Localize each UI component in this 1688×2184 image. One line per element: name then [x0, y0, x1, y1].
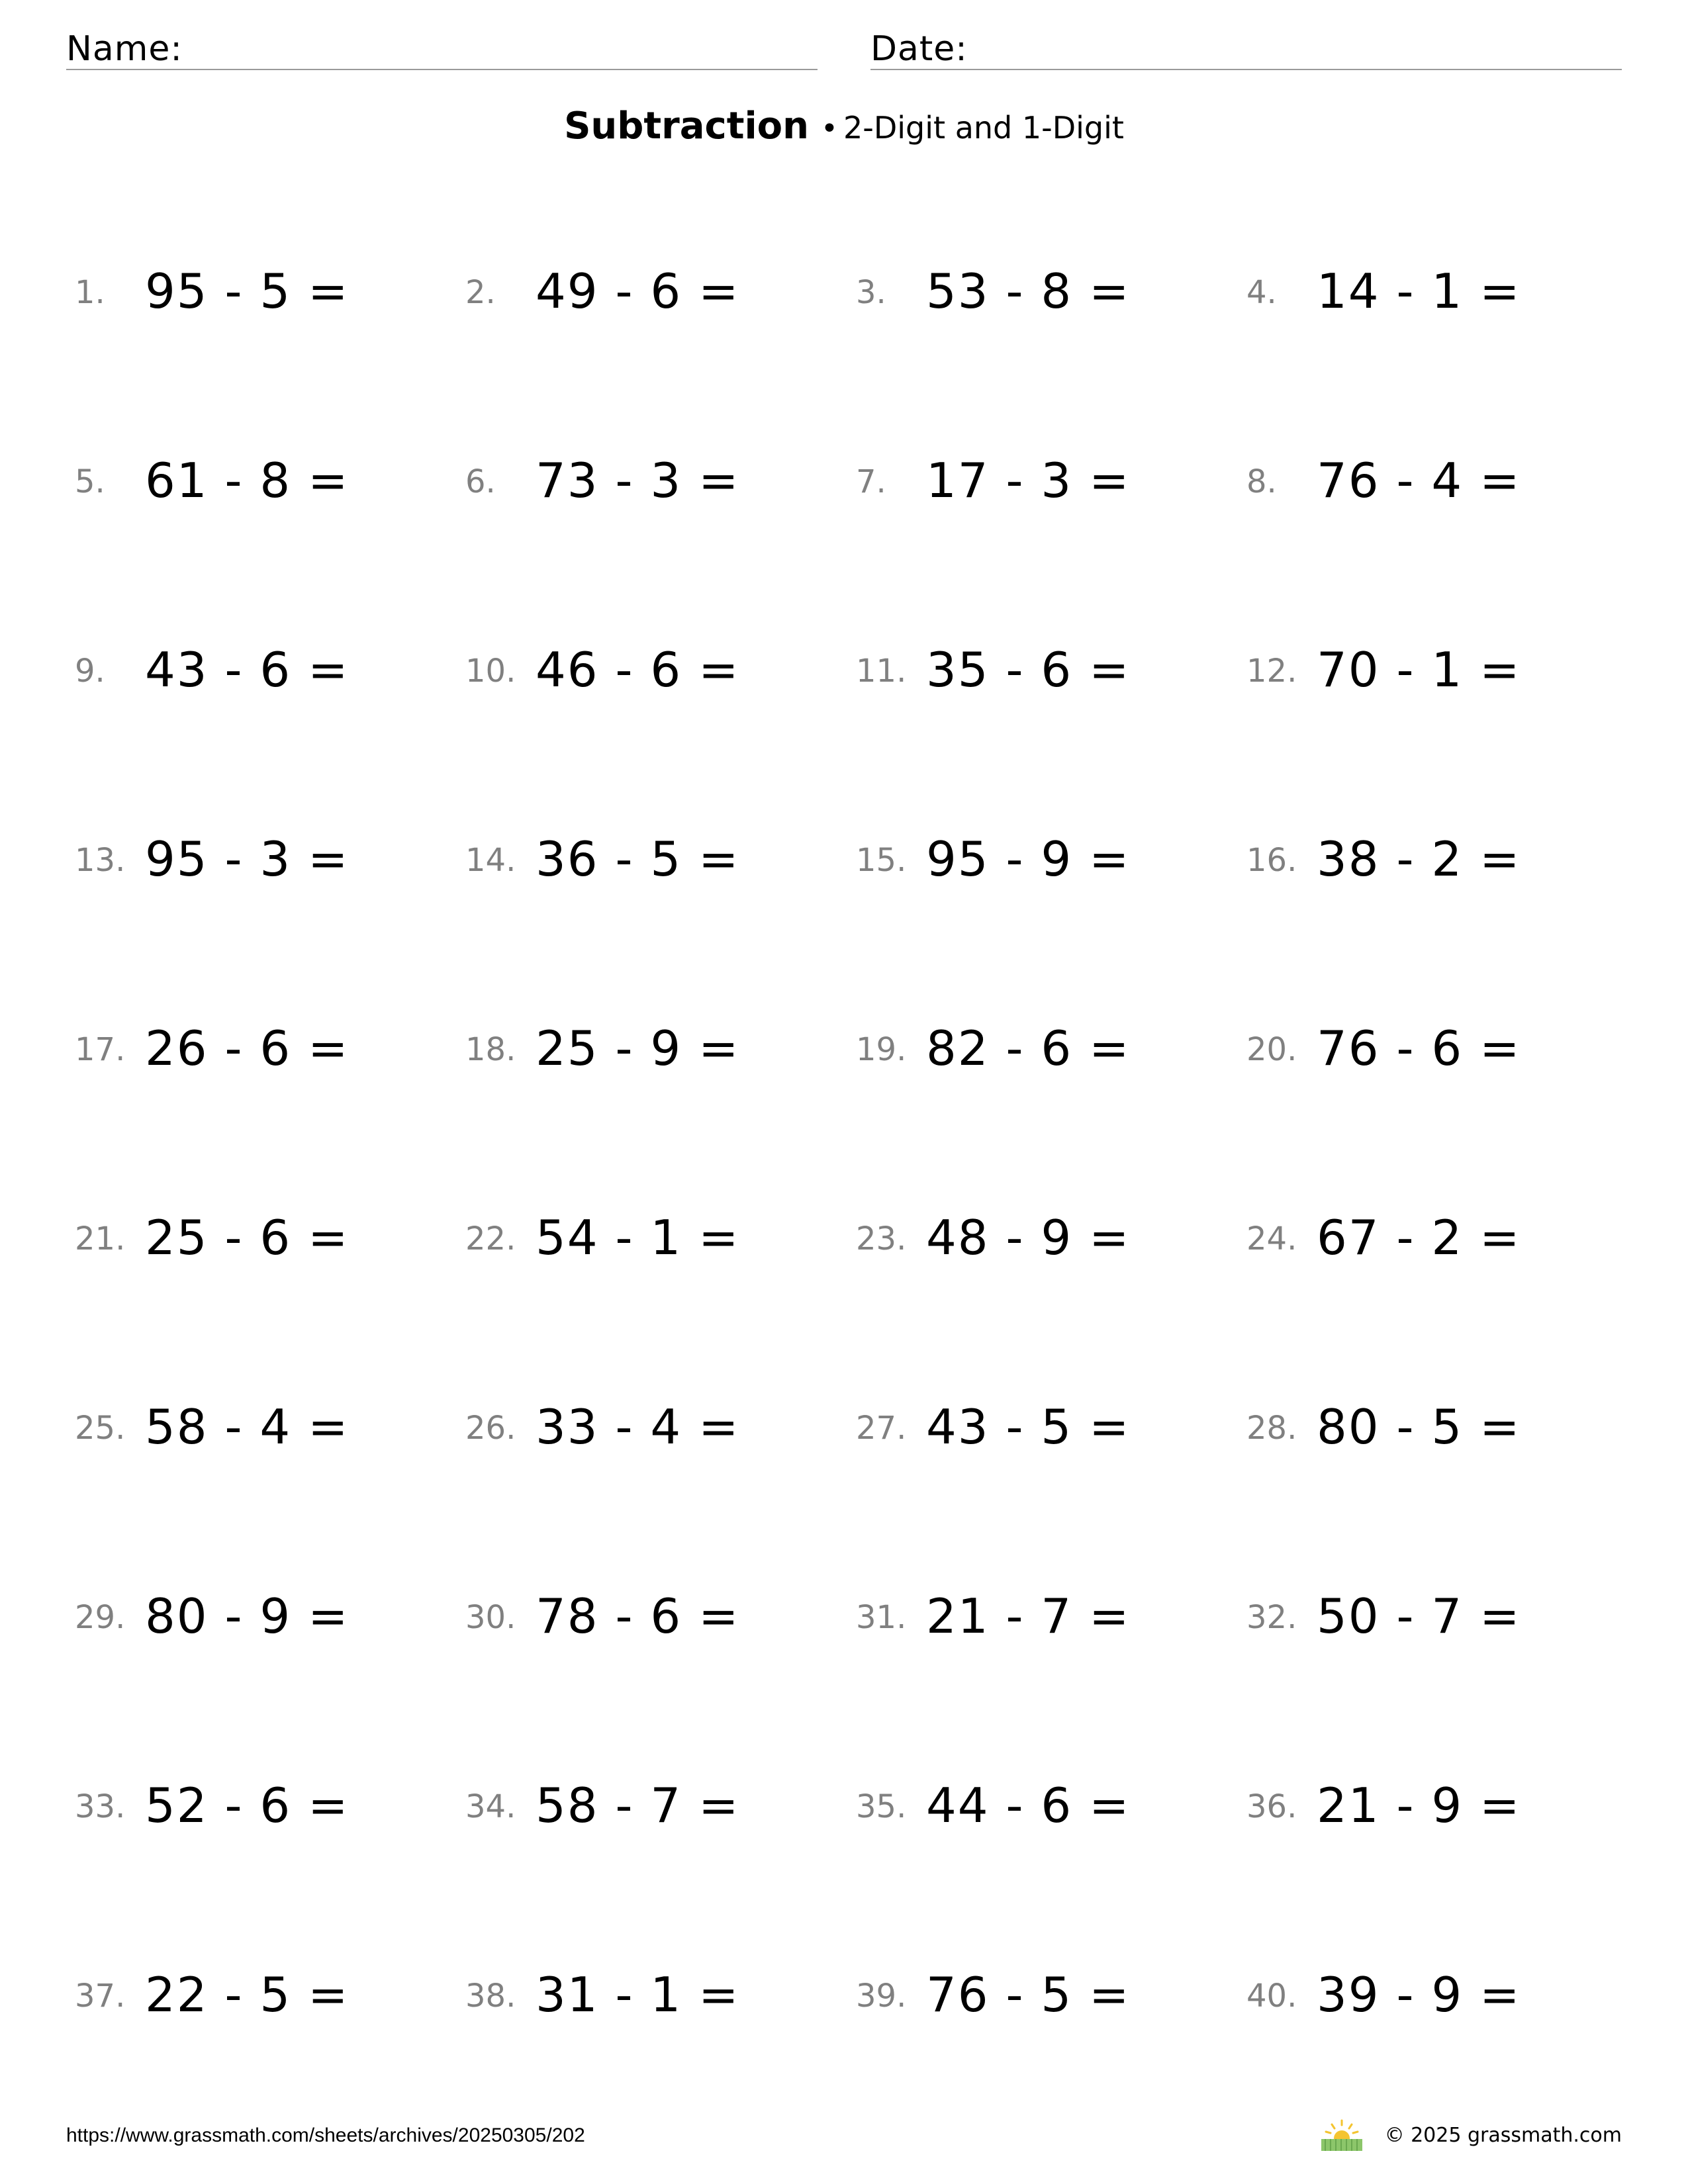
title-subtitle: 2-Digit and 1-Digit [843, 110, 1124, 146]
problem-item [856, 1767, 1246, 1956]
problem-expression: 95 - 3 = [145, 831, 350, 887]
problem-expression: 61 - 8 = [145, 453, 350, 508]
problem-item [1246, 1199, 1637, 1388]
problem-item [1246, 631, 1637, 821]
problem-item [1246, 442, 1637, 631]
problem-item [856, 1010, 1246, 1199]
problem-item [856, 1578, 1246, 1767]
problem-number: 19. [856, 1031, 907, 1068]
problem-expression: 49 - 6 = [536, 263, 740, 319]
problem-item [465, 1767, 856, 1956]
name-field [66, 24, 818, 70]
problem-item [465, 1578, 856, 1767]
problem-number: 17. [75, 1031, 126, 1068]
problem-item [465, 1010, 856, 1199]
grassmath-sun-logo-icon [1319, 2118, 1365, 2152]
problem-item [75, 1767, 465, 1956]
problem-number: 39. [856, 1978, 907, 2015]
problem-number: 32. [1246, 1599, 1297, 1636]
problem-expression: 80 - 9 = [145, 1588, 350, 1644]
problem-number: 38. [465, 1978, 516, 2015]
problem-item [856, 631, 1246, 821]
problem-number: 16. [1246, 842, 1297, 879]
problem-item [465, 1956, 856, 2146]
problem-item [75, 631, 465, 821]
problem-expression: 43 - 5 = [926, 1399, 1131, 1455]
problem-number: 34. [465, 1788, 516, 1825]
problem-item [465, 631, 856, 821]
problem-expression: 46 - 6 = [536, 642, 740, 698]
problem-expression: 73 - 3 = [536, 453, 740, 508]
problem-number: 1. [75, 274, 105, 311]
problem-item [75, 1010, 465, 1199]
problem-item [465, 821, 856, 1010]
problem-expression: 82 - 6 = [926, 1021, 1131, 1076]
problem-expression: 39 - 9 = [1317, 1967, 1521, 2023]
problem-expression: 95 - 5 = [145, 263, 350, 319]
problem-number: 13. [75, 842, 126, 879]
problem-item [1246, 253, 1637, 442]
problem-expression: 78 - 6 = [536, 1588, 740, 1644]
problem-number: 29. [75, 1599, 126, 1636]
problem-number: 14. [465, 842, 516, 879]
problem-item [856, 253, 1246, 442]
problem-expression: 48 - 9 = [926, 1210, 1131, 1265]
problem-item [75, 1388, 465, 1578]
worksheet-title [0, 105, 1688, 148]
problem-item [75, 1199, 465, 1388]
problem-expression: 14 - 1 = [1317, 263, 1521, 319]
problem-expression: 35 - 6 = [926, 642, 1131, 698]
title-main: Subtraction [564, 105, 810, 148]
footer-url: https://www.grassmath.com/sheets/archives/20250305/202 [66, 2124, 585, 2146]
problem-item [75, 442, 465, 631]
problem-number: 25. [75, 1410, 126, 1447]
problem-number: 20. [1246, 1031, 1297, 1068]
problem-expression: 38 - 2 = [1317, 831, 1521, 887]
problem-number: 27. [856, 1410, 907, 1447]
problem-item [465, 253, 856, 442]
problem-item [1246, 1767, 1637, 1956]
problem-number: 11. [856, 653, 907, 690]
problem-expression: 58 - 7 = [536, 1778, 740, 1833]
problem-item [75, 1578, 465, 1767]
problem-number: 22. [465, 1220, 516, 1257]
problem-item [75, 1956, 465, 2146]
problem-item [1246, 1010, 1637, 1199]
problem-number: 18. [465, 1031, 516, 1068]
problem-number: 30. [465, 1599, 516, 1636]
problem-expression: 76 - 6 = [1317, 1021, 1521, 1076]
problem-number: 35. [856, 1788, 907, 1825]
problem-number: 4. [1246, 274, 1277, 311]
student-info-row [66, 24, 1622, 70]
problem-number: 3. [856, 274, 886, 311]
problem-item [1246, 1578, 1637, 1767]
problem-number: 36. [1246, 1788, 1297, 1825]
problem-expression: 43 - 6 = [145, 642, 350, 698]
problem-expression: 76 - 4 = [1317, 453, 1521, 508]
problem-number: 37. [75, 1978, 126, 2015]
problem-number: 2. [465, 274, 496, 311]
problem-number: 28. [1246, 1410, 1297, 1447]
problem-number: 10. [465, 653, 516, 690]
problem-expression: 76 - 5 = [926, 1967, 1131, 2023]
problem-expression: 22 - 5 = [145, 1967, 350, 2023]
problem-expression: 44 - 6 = [926, 1778, 1131, 1833]
problem-expression: 54 - 1 = [536, 1210, 740, 1265]
problem-item [856, 1388, 1246, 1578]
problem-expression: 17 - 3 = [926, 453, 1131, 508]
problem-number: 26. [465, 1410, 516, 1447]
problem-number: 9. [75, 653, 105, 690]
problem-item [75, 821, 465, 1010]
problem-item [856, 821, 1246, 1010]
problem-number: 12. [1246, 653, 1297, 690]
problem-number: 8. [1246, 463, 1277, 500]
problem-expression: 31 - 1 = [536, 1967, 740, 2023]
problem-expression: 36 - 5 = [536, 831, 740, 887]
problem-number: 7. [856, 463, 886, 500]
problem-expression: 52 - 6 = [145, 1778, 350, 1833]
problem-expression: 21 - 7 = [926, 1588, 1131, 1644]
footer-brand [1319, 2116, 1622, 2154]
problem-expression: 70 - 1 = [1317, 642, 1521, 698]
problem-item [465, 442, 856, 631]
problem-item [1246, 1388, 1637, 1578]
problem-expression: 25 - 9 = [536, 1021, 740, 1076]
date-label: Date: [870, 29, 968, 69]
problem-item [465, 1388, 856, 1578]
problem-grid [75, 253, 1637, 2146]
date-field [870, 24, 1622, 70]
problem-expression: 33 - 4 = [536, 1399, 740, 1455]
problem-number: 15. [856, 842, 907, 879]
problem-expression: 53 - 8 = [926, 263, 1131, 319]
problem-expression: 25 - 6 = [145, 1210, 350, 1265]
problem-number: 24. [1246, 1220, 1297, 1257]
title-bullet: • [821, 112, 838, 146]
problem-item [75, 253, 465, 442]
problem-item [465, 1199, 856, 1388]
problem-item [1246, 821, 1637, 1010]
problem-item [856, 442, 1246, 631]
problem-number: 31. [856, 1599, 907, 1636]
problem-expression: 26 - 6 = [145, 1021, 350, 1076]
problem-expression: 58 - 4 = [145, 1399, 350, 1455]
problem-number: 33. [75, 1788, 126, 1825]
problem-number: 21. [75, 1220, 126, 1257]
footer-copyright: © 2025 grassmath.com [1384, 2123, 1622, 2147]
problem-expression: 95 - 9 = [926, 831, 1131, 887]
problem-number: 23. [856, 1220, 907, 1257]
problem-number: 5. [75, 463, 105, 500]
problem-number: 40. [1246, 1978, 1297, 2015]
problem-item [856, 1956, 1246, 2146]
problem-expression: 21 - 9 = [1317, 1778, 1521, 1833]
name-label: Name: [66, 29, 183, 69]
problem-number: 6. [465, 463, 496, 500]
problem-expression: 80 - 5 = [1317, 1399, 1521, 1455]
problem-expression: 50 - 7 = [1317, 1588, 1521, 1644]
problem-item [856, 1199, 1246, 1388]
problem-expression: 67 - 2 = [1317, 1210, 1521, 1265]
